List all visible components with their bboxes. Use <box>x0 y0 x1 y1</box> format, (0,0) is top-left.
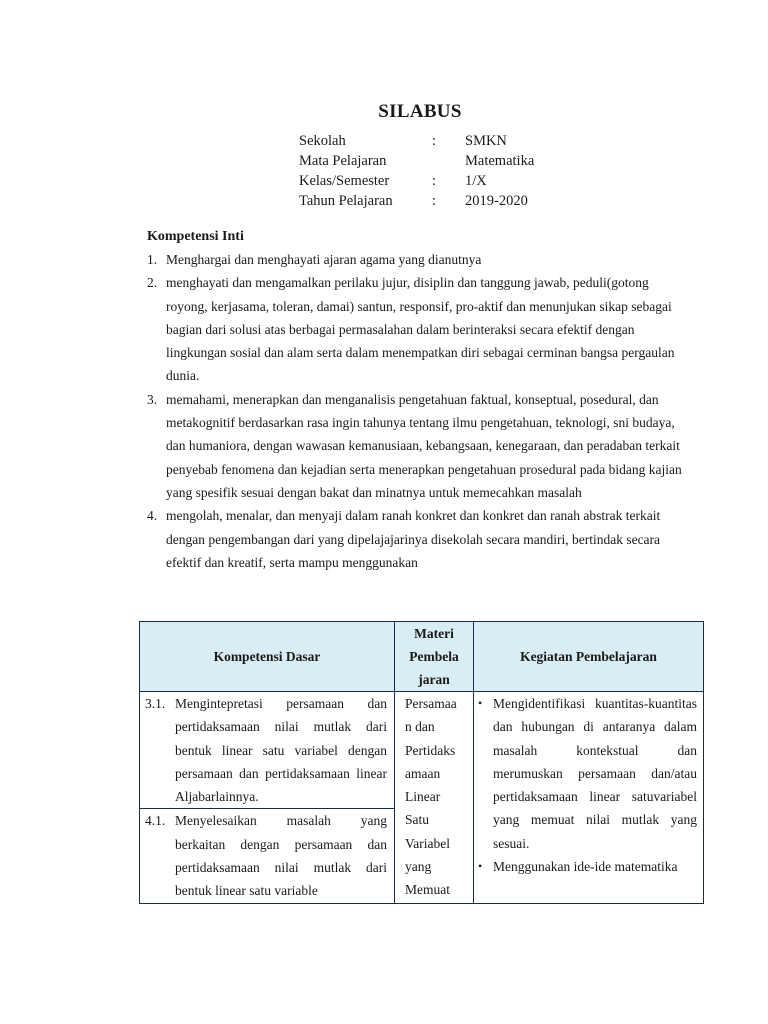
list-item <box>147 248 692 271</box>
meta-value: 2019-2020 <box>465 193 528 209</box>
list-text: Menghargai dan menghayati ajaran agama yang dianutnya <box>166 252 482 267</box>
meta-value: Matematika <box>465 153 535 169</box>
kd-text: Menyelesaikan masalah yang berkaitan dengan persamaan dan pertidaksamaan nilai mutlak dari bentuk linear satu variable <box>175 813 387 899</box>
meta-row <box>299 191 534 211</box>
list-number: 1. <box>147 252 158 267</box>
meta-value: 1/X <box>465 173 487 189</box>
kegiatan-list <box>474 692 703 878</box>
meta-value: SMKN <box>465 133 507 149</box>
list-text: menghayati dan mengamalkan perilaku jujur, disiplin dan tanggung jawab, peduli(gotong royong, kerjasama, toleran, damai) santun, responsif, pro-aktif dan menunjukan sikap sebagai bagian dari solusi atas berbagai permasalahan dalam berinteraksi secara efektif dengan lingkungan sosial dan alam serta dalam menempatkan diri sebagai cerminan bangsa pergaulan dunia. <box>166 275 675 384</box>
bullet-icon: • <box>478 696 483 710</box>
list-item <box>478 692 697 855</box>
list-number: 3. <box>147 391 158 407</box>
document-title: SILABUS <box>378 101 462 122</box>
list-item <box>478 855 697 878</box>
kd-entry <box>140 809 394 902</box>
kegiatan-cell <box>474 692 704 904</box>
list-number: 2. <box>147 275 158 291</box>
materi-text: Persamaa n dan Pertidaks amaan Linear Satu Variabel yang Memuat <box>405 696 457 898</box>
list-item <box>147 388 692 504</box>
list-item <box>147 504 692 574</box>
bullet-icon: • <box>478 859 483 874</box>
meta-row <box>299 171 534 191</box>
meta-colon: : <box>432 173 437 189</box>
materi-cell <box>395 692 474 904</box>
kd-entry <box>140 692 394 808</box>
kd-cell <box>140 809 395 904</box>
table-row <box>140 692 704 809</box>
kd-cell <box>140 692 395 809</box>
meta-label: Mata Pelajaran <box>299 153 387 169</box>
table-header-row <box>140 622 704 692</box>
meta-label: Sekolah <box>299 133 346 149</box>
kegiatan-text: Mengidentifikasi kuantitas-kuantitas dan hubungan di antaranya dalam masalah kontekstual dan merumuskan persamaan dan/atau pertidaksamaan linear satuvariabel yang memuat nilai mutlak yang sesuai. <box>493 696 697 851</box>
meta-row <box>299 151 534 171</box>
document-meta <box>299 131 534 211</box>
kd-number: 4.1. <box>145 813 166 829</box>
header-kegiatan: Kegiatan Pembelajaran <box>474 622 704 692</box>
kd-text: Mengintepretasi persamaan dan pertidaksamaan nilai mutlak dari bentuk linear satu variabel dengan persamaan dan pertidaksamaan linear Aljabarlainnya. <box>175 696 387 805</box>
list-number: 4. <box>147 508 158 524</box>
header-materi <box>395 622 474 692</box>
list-item <box>147 271 692 387</box>
kegiatan-text: Menggunakan ide-ide matematika <box>493 859 678 875</box>
list-text: memahami, menerapkan dan menganalisis pengetahuan faktual, konseptual, posedural, dan metakognitif berdasarkan rasa ingin tahunya tentang ilmu pengetahuan, teknologi, sni budaya, dan humaniora, dengan wawasan kemanusiaan, kebangsaan, kenegaraan, dan peradaban terkait penyebab fenomena dan kejadian serta menerapkan pengetahuan prosedural pada bidang kajian yang spesifik sesuai dengan bakat dan minatnya untuk memecahkan masalah <box>166 391 682 500</box>
meta-label: Tahun Pelajaran <box>299 193 393 209</box>
header-materi-text: Materi Pembela jaran <box>409 626 459 687</box>
meta-label: Kelas/Semester <box>299 173 390 189</box>
kompetensi-inti-heading: Kompetensi Inti <box>147 229 244 244</box>
meta-row <box>299 131 534 151</box>
meta-colon: : <box>432 133 437 149</box>
kompetensi-inti-list <box>147 248 692 574</box>
kompetensi-dasar-table <box>139 621 704 904</box>
kd-number: 3.1. <box>145 696 166 711</box>
header-kompetensi-dasar: Kompetensi Dasar <box>140 622 395 692</box>
meta-colon <box>432 151 465 171</box>
list-text: mengolah, menalar, dan menyaji dalam ranah konkret dan konkret dan ranah abstrak terkait dengan pengembangan dari yang dipelajajarinya disekolah secara mandiri, bertindak secara efektif dan kreatif, serta mampu menggunakan <box>166 508 661 570</box>
meta-colon: : <box>432 193 437 209</box>
